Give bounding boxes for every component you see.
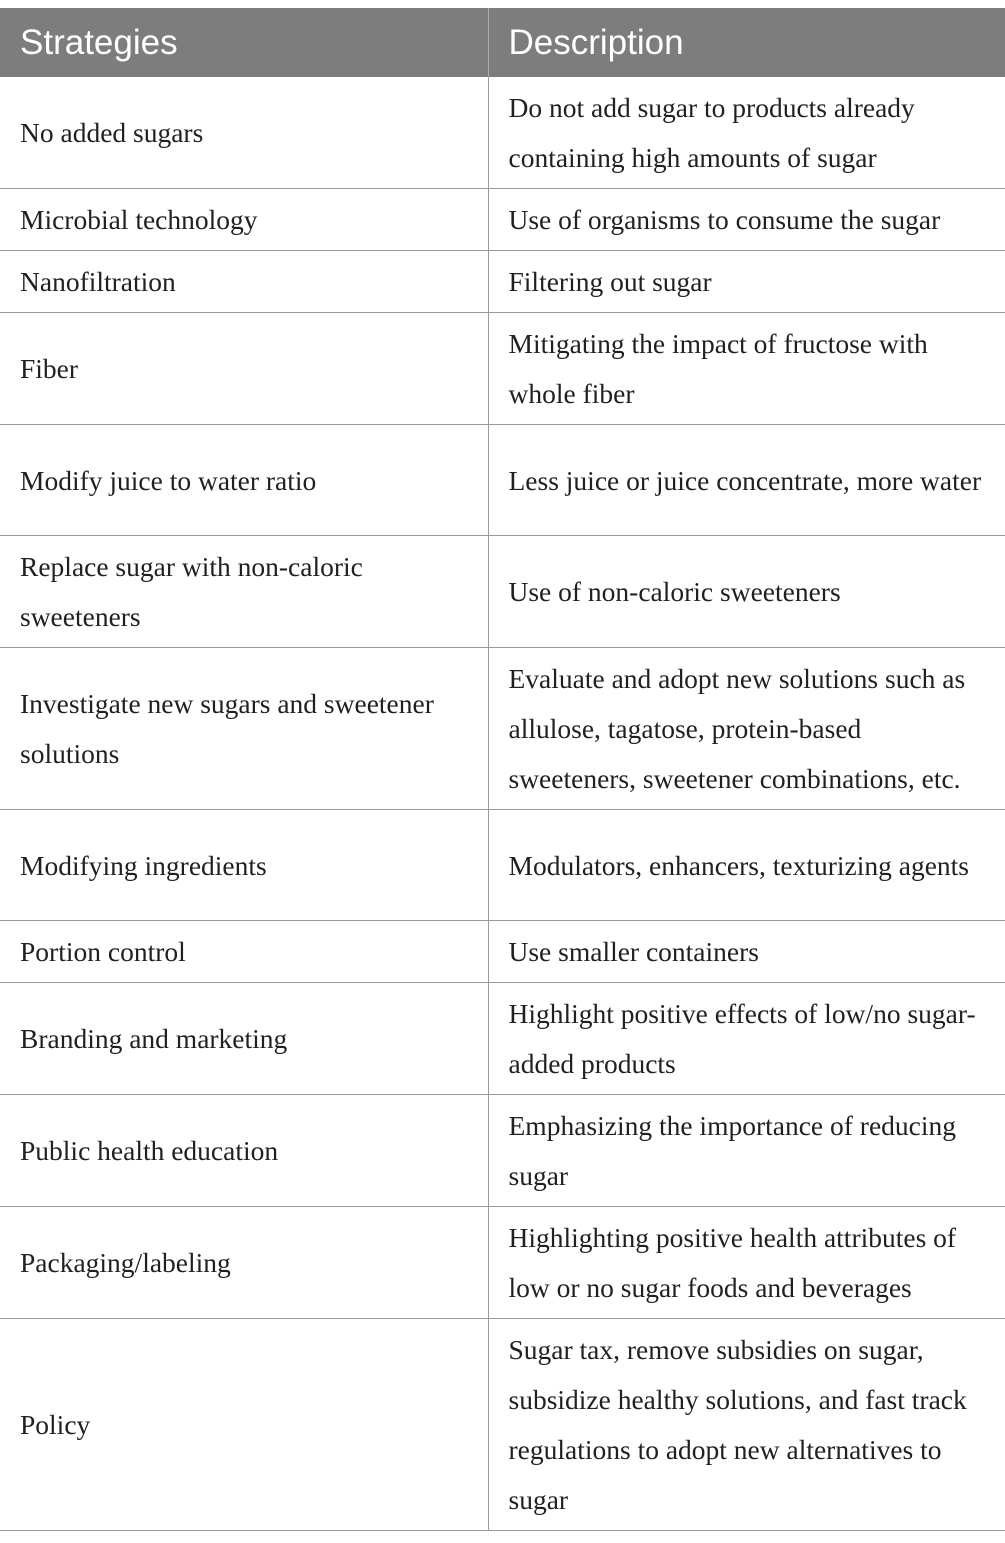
table-row [0,1319,1005,1531]
strategy-cell: Portion control [0,921,488,983]
strategy-cell: Microbial technology [0,189,488,251]
header-row [0,8,1005,77]
strategy-cell: Nanofiltration [0,251,488,313]
strategies-table [0,8,1005,1531]
description-cell: Mitigating the impact of fructose with whole fiber [488,313,1005,425]
table-row [0,921,1005,983]
table-row [0,425,1005,536]
table-body [0,77,1005,1531]
header-strategies: Strategies [0,8,488,77]
strategy-cell: Fiber [0,313,488,425]
table-row [0,77,1005,189]
strategy-cell: Packaging/labeling [0,1207,488,1319]
table-row [0,648,1005,810]
description-cell: Use of non-caloric sweeteners [488,536,1005,648]
table-row [0,1207,1005,1319]
strategy-cell: Modify juice to water ratio [0,425,488,536]
description-cell: Emphasizing the importance of reducing sugar [488,1095,1005,1207]
description-cell: Evaluate and adopt new solutions such as allulose, tagatose, protein-based sweeteners, sweetener combinations, etc. [488,648,1005,810]
table-row [0,810,1005,921]
header-description: Description [488,8,1005,77]
strategy-cell: Modifying ingredients [0,810,488,921]
table-row [0,536,1005,648]
strategy-cell: No added sugars [0,77,488,189]
description-cell: Do not add sugar to products already containing high amounts of sugar [488,77,1005,189]
strategy-cell: Investigate new sugars and sweetener solutions [0,648,488,810]
description-cell: Use smaller containers [488,921,1005,983]
strategy-cell: Replace sugar with non-caloric sweeteners [0,536,488,648]
strategy-cell: Branding and marketing [0,983,488,1095]
strategies-table-container [0,8,1005,1531]
description-cell: Less juice or juice concentrate, more water [488,425,1005,536]
strategy-cell: Public health education [0,1095,488,1207]
table-row [0,1095,1005,1207]
table-row [0,189,1005,251]
description-cell: Highlighting positive health attributes of low or no sugar foods and beverages [488,1207,1005,1319]
table-row [0,313,1005,425]
table-header [0,8,1005,77]
description-cell: Filtering out sugar [488,251,1005,313]
description-cell: Use of organisms to consume the sugar [488,189,1005,251]
description-cell: Sugar tax, remove subsidies on sugar, subsidize healthy solutions, and fast track regulations to adopt new alternatives to sugar [488,1319,1005,1531]
table-row [0,251,1005,313]
table-row [0,983,1005,1095]
description-cell: Highlight positive effects of low/no sugar-added products [488,983,1005,1095]
strategy-cell: Policy [0,1319,488,1531]
description-cell: Modulators, enhancers, texturizing agents [488,810,1005,921]
